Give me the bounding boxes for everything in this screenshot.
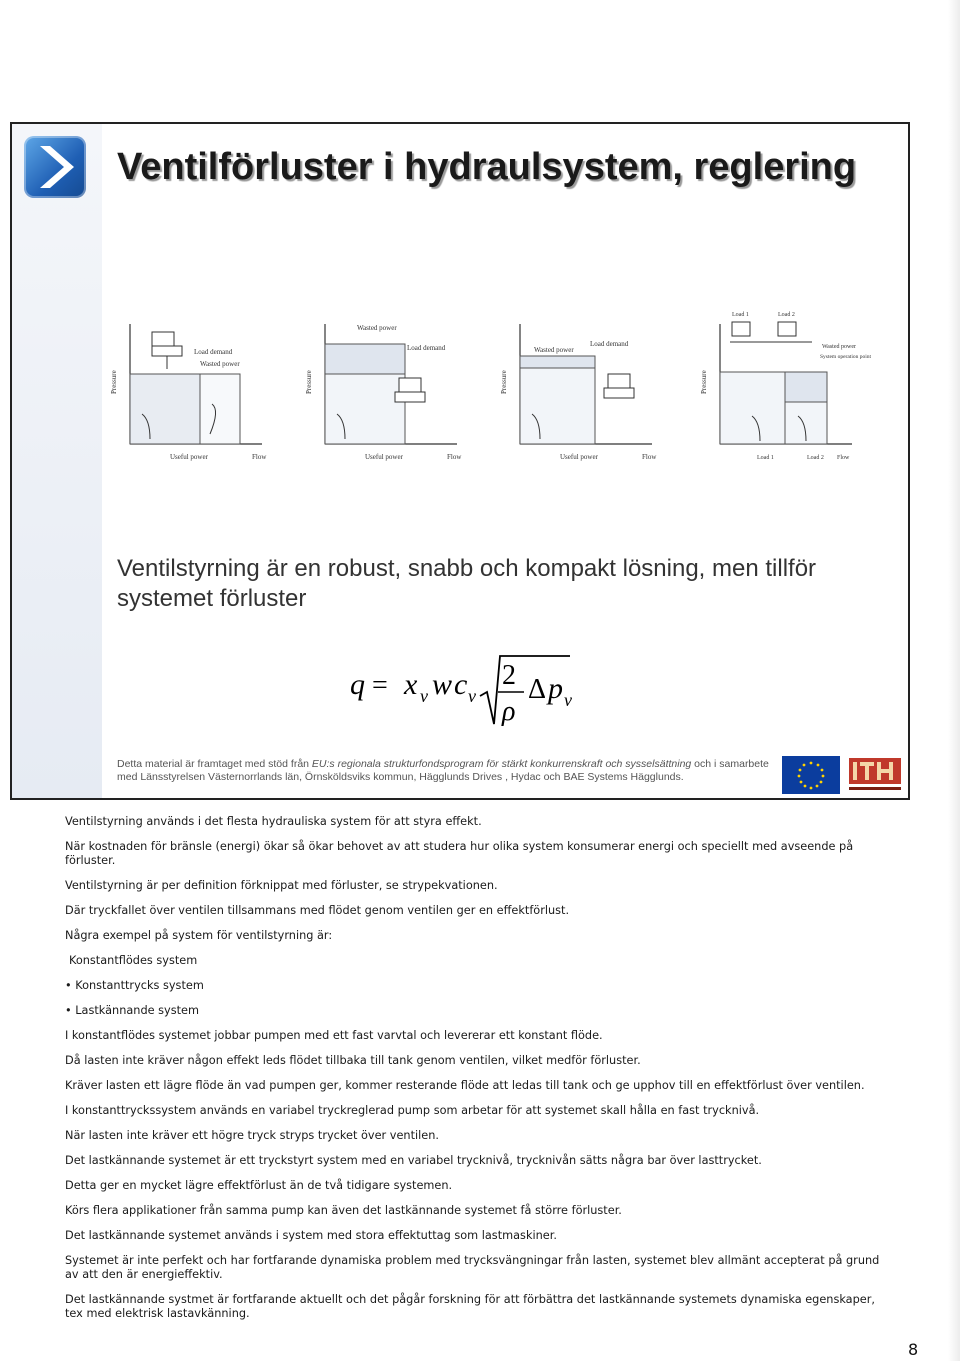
body-paragraph: Det lastkännande systemet är ett tryckstyrt system med en variabel trycknivå, trycknivån sätts några bar över lasttrycket.	[65, 1154, 762, 1167]
wasted-power-label: Wasted power	[822, 344, 857, 350]
body-paragraph: Några exempel på system för ventilstyrning är:	[65, 929, 333, 942]
formula-p-sub: v	[564, 690, 572, 710]
diagram-constant-pressure	[307, 304, 497, 464]
axis-x-label: Flow	[447, 453, 462, 461]
formula-w: w	[432, 668, 453, 701]
body-paragraph: I konstantflödes systemet jobbar pumpen med ett fast varvtal och levererar ett konstant flöde.	[65, 1029, 603, 1042]
formula-c: c	[454, 668, 468, 701]
useful-power-label: Useful power	[170, 453, 208, 461]
body-paragraph: Ventilstyrning används i det flesta hydrauliska system för att styra effekt.	[65, 815, 482, 828]
throttle-equation	[342, 634, 602, 734]
funding-note	[117, 758, 777, 784]
body-paragraph: Där tryckfallet över ventilen tillsammans med flödet genom ventilen ger en effektförlust.	[65, 904, 570, 917]
formula-delta: Δ	[528, 674, 547, 705]
body-paragraph: Kräver lasten ett lägre flöde än vad pumpen ger, kommer resterande flöde att ledas till tank och ge upphov till en effektförlust över ventilen.	[65, 1079, 865, 1092]
formula-equals: =	[372, 670, 388, 701]
wasted-power-label: Wasted power	[534, 346, 574, 354]
formula-c-sub: v	[468, 686, 476, 706]
slide-title: Ventilförluster i hydraulsystem, reglering	[117, 146, 857, 188]
load-demand-label: Load demand	[407, 344, 446, 352]
chevron-right-icon	[24, 136, 86, 198]
scan-edge	[948, 0, 960, 1361]
load-2-top-label: Load 2	[778, 312, 795, 318]
axis-y-label: Pressure	[500, 370, 508, 394]
body-paragraph: När lasten inte kräver ett högre tryck stryps trycket över ventilen.	[65, 1129, 439, 1142]
ith-logo	[847, 756, 903, 794]
list-item: Konstantflödes system	[69, 954, 198, 967]
formula-numerator: 2	[502, 660, 516, 691]
body-paragraph: När kostnaden för bränsle (energi) ökar så ökar behovet av att studera hur olika system konsumerar energi och speciellt med avseende på förluster.	[65, 840, 854, 867]
operation-point-label: System operation point	[820, 354, 872, 360]
axis-y-label: Pressure	[700, 370, 708, 394]
slide-headline: Ventilstyrning är en robust, snabb och kompakt lösning, men tillför systemet förluster	[117, 555, 817, 612]
diagram-constant-flow	[112, 304, 302, 464]
wasted-power-label: Wasted power	[200, 360, 240, 368]
formula-denominator: ρ	[502, 696, 516, 727]
useful-power-label: Useful power	[365, 453, 403, 461]
axis-x-label: Flow	[837, 455, 850, 461]
load-demand-label: Load demand	[590, 340, 629, 348]
body-text	[65, 815, 885, 1321]
slide	[10, 122, 910, 800]
body-paragraph: Det lastkännande systemet används i system med stora effektuttag som lastmaskiner.	[65, 1229, 557, 1242]
funding-program: EU:s regionala strukturfondsprogram för stärkt konkurrenskraft och sysselsättning	[311, 758, 692, 770]
axis-y-label: Pressure	[110, 370, 118, 394]
power-diagrams	[112, 304, 902, 464]
diagram-multiple-loads	[702, 304, 902, 464]
body-paragraph: Det lastkännande systmet är fortfarande aktuellt och det pågår forskning för att förbättra det lastkännande systemets dynamiska egenskaper, tex med elektrisk lastavkänning.	[65, 1293, 875, 1320]
load-1-label: Load 1	[757, 455, 774, 461]
eu-flag-logo	[782, 756, 840, 794]
list-item: • Konstanttrycks system	[65, 979, 204, 992]
list-item: • Lastkännande system	[65, 1004, 200, 1017]
load-1-top-label: Load 1	[732, 312, 749, 318]
axis-x-label: Flow	[642, 453, 657, 461]
formula-q: q	[350, 668, 365, 701]
axis-y-label: Pressure	[305, 370, 313, 394]
load-demand-label: Load demand	[194, 348, 233, 356]
formula-p: p	[548, 672, 563, 705]
funding-prefix: Detta material är framtaget med stöd från	[117, 758, 312, 770]
funding-suffix: och i samarbete med Länsstyrelsen Västernorrlands län, Örnsköldsviks kommun, Hägglunds Drives , Hydac och BAE Systems Hägglunds.	[117, 758, 769, 783]
diagram-load-sensing	[502, 304, 692, 464]
body-paragraph: Systemet är inte perfekt och har fortfarande dynamiska problem med trycksvängningar från lasten, systemet blev allmänt accepterat på grund av att den är energieffektiv.	[65, 1254, 880, 1281]
body-paragraph: Då lasten inte kräver någon effekt leds flödet tillbaka till tank genom ventilen, vilket medför förluster.	[65, 1054, 641, 1067]
formula-x: x	[404, 668, 418, 701]
body-paragraph: Ventilstyrning är per definition förknippat med förluster, se strypekvationen.	[65, 879, 498, 892]
body-paragraph: I konstanttryckssystem används en variabel tryckreglerad pump som arbetar för att systemet skall hålla en fast trycknivå.	[65, 1104, 760, 1117]
body-paragraph: Detta ger en mycket lägre effektförlust än de två tidigare systemen.	[65, 1179, 453, 1192]
formula-x-sub: v	[420, 686, 428, 706]
axis-x-label: Flow	[252, 453, 267, 461]
load-2-label: Load 2	[807, 455, 824, 461]
body-paragraph: Körs flera applikationer från samma pump kan även det lastkännande systemet få större förluster.	[65, 1204, 622, 1217]
useful-power-label: Useful power	[560, 453, 598, 461]
page-number: 8	[908, 1340, 919, 1359]
wasted-power-label: Wasted power	[357, 324, 397, 332]
